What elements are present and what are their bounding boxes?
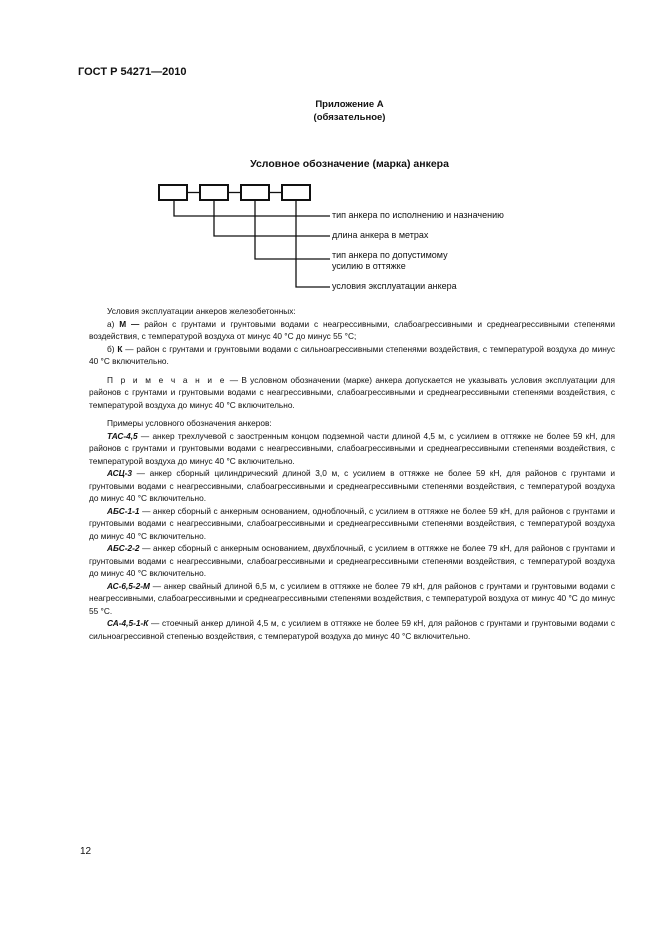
example-item: АСЦ-3 — анкер сборный цилиндрический длиной 3,0 м, с усилием в оттяжке не более 59 кН, для районов с грунтами и грунтовыми водами с неагрессивными, слабоагрессивными и среднеагрессивными степенями воздействия, с температурой воздуха до минус 40 °С включительно. xyxy=(89,468,615,503)
leader-line-4 xyxy=(296,200,330,287)
scheme-box-3 xyxy=(241,185,269,200)
example-item: ТАС-4,5 — анкер трехлучевой с заостренным концом подземной части длиной 4,5 м, с усилием в оттяжке не более 59 кН, для районов с грунтами и грунтовыми водами с неагрессивными, слабоагрессивными и среднеагрессивными степенями воздействия, с температурой воздуха до минус 40 °С включительно. xyxy=(89,430,615,466)
example-item: СА-4,5-1-К — стоечный анкер длиной 4,5 м, с усилием в оттяжке не более 59 кН, для районов с грунтами и грунтовыми водами с сильноагрессивной степенью воздействия, с температурой воздуха до минус 40 °С включительно. xyxy=(89,618,615,641)
scheme-box-1 xyxy=(159,185,187,200)
document-code: ГОСТ Р 54271—2010 xyxy=(78,66,187,78)
appendix-subtitle: (обязательное) xyxy=(313,112,386,123)
examples-intro: Примеры условного обозначения анкеров: xyxy=(107,418,272,428)
example-item: АБС-2-2 — анкер сборный с анкерным основанием, двухблочный, с усилием в оттяжке не более 79 кН, для районов с грунтами и грунтовыми водами с неагрессивными, слабоагрессивными и среднеагрессивными степенями воздействия, с температурой воздуха до минус 40 °С включительно. xyxy=(89,543,615,578)
scheme-label-conditions: условия эксплуатации анкера xyxy=(332,281,457,291)
leader-line-2 xyxy=(214,200,330,236)
appendix-heading xyxy=(0,98,661,124)
condition-b: б) К — район с грунтами и грунтовыми водами с сильноагрессивными степенями воздействия, с температурой воздуха до минус 40 °С включительно. xyxy=(89,343,615,366)
page-number: 12 xyxy=(80,846,92,857)
note-paragraph: П р и м е ч а н и е — В условном обозначении (марке) анкера допускается не указывать условия эксплуатации для районов с грунтами и грунтовыми водами с неагрессивными, слабоагрессивными и среднеагрессивными степенями воздействия, с температурой воздуха до минус 40 °С включительно. xyxy=(89,374,615,410)
scheme-label-force-2: усилию в оттяжке xyxy=(332,261,406,271)
scheme-title: Условное обозначение (марка) анкера xyxy=(250,158,449,170)
designation-scheme xyxy=(150,178,360,293)
example-item: АС-6,5-2-М — анкер свайный длиной 6,5 м, с усилием в оттяжке не более 79 кН, для районов с грунтами и грунтовыми водами с неагрессивными, слабоагрессивными и среднеагрессивными степенями воздействия, с температурой воздуха от минус 40 °С до минус 55 °С. xyxy=(89,580,616,616)
conditions-intro: Условия эксплуатации анкеров железобетонных: xyxy=(107,306,296,316)
scheme-label-force-1: тип анкера по допустимому xyxy=(332,250,448,260)
scheme-label-length: длина анкера в метрах xyxy=(332,230,429,240)
leader-line-3 xyxy=(255,200,330,259)
condition-a: а) М — район с грунтами и грунтовыми водами с неагрессивными, слабоагрессивными и среднеагрессивными степенями воздействия, с температурой воздуха от минус 40 °С до минус 55 °С; xyxy=(89,318,615,341)
appendix-title: Приложение А xyxy=(315,99,384,110)
example-item: АБС-1-1 — анкер сборный с анкерным основанием, одноблочный, с усилием в оттяжке не более 59 кН, для районов с грунтами и грунтовыми водами с неагрессивными, слабоагрессивными и среднеагрессивными степенями воздействия, с температурой воздуха до минус 40 °С включительно. xyxy=(89,505,615,541)
scheme-label-type: тип анкера по исполнению и назначению xyxy=(332,210,504,220)
document-body xyxy=(89,305,615,642)
scheme-box-2 xyxy=(200,185,228,200)
scheme-box-4 xyxy=(282,185,310,200)
leader-line-1 xyxy=(174,200,330,216)
